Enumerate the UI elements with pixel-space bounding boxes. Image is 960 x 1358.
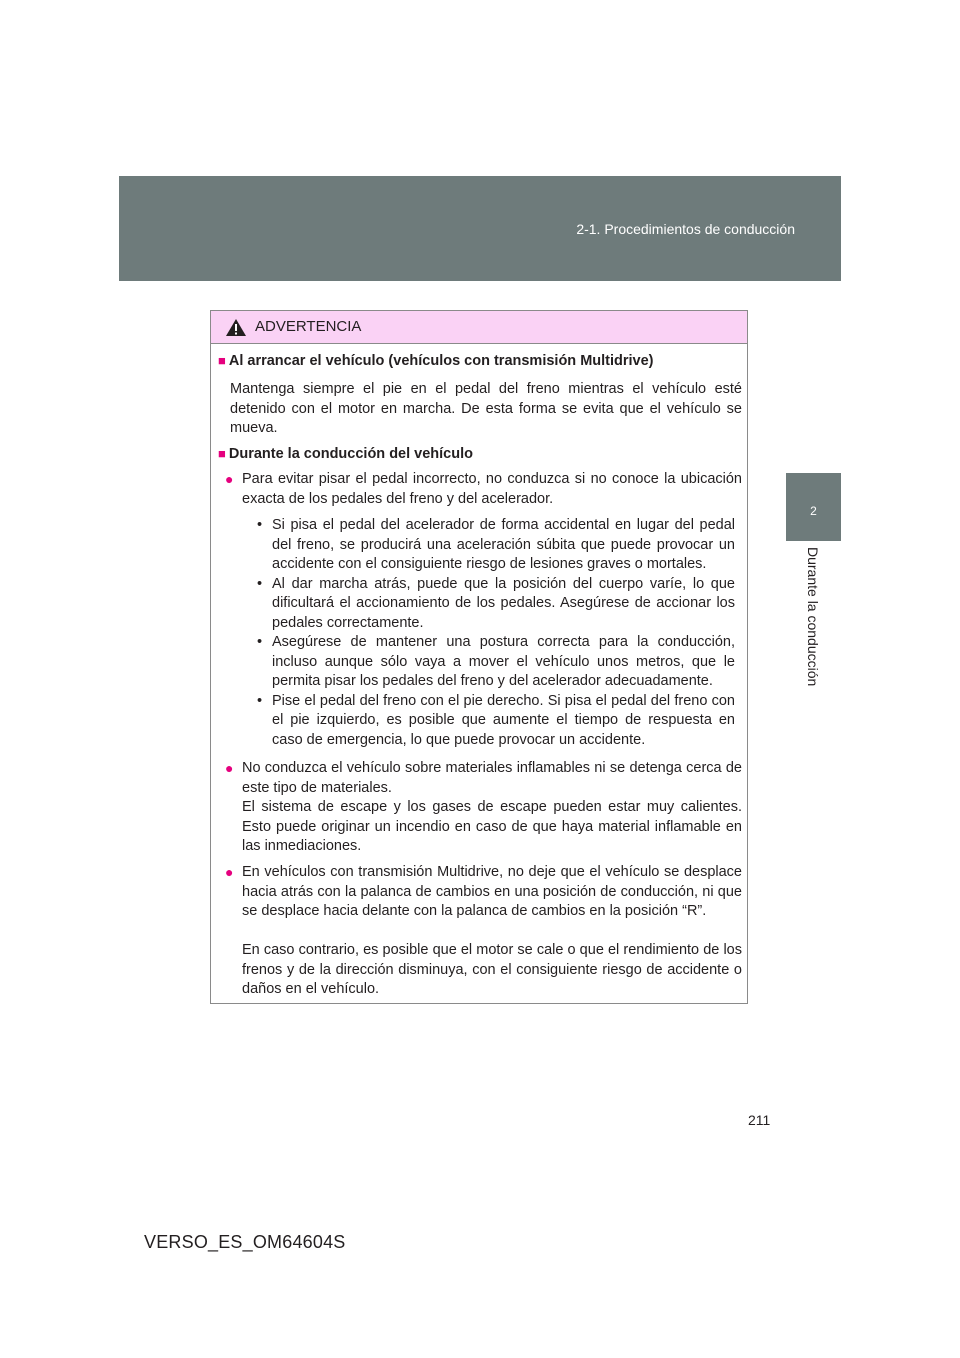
square-bullet-icon: ■ (218, 446, 226, 461)
circle-bullet-icon: ● (225, 471, 234, 487)
chapter-number: 2 (810, 504, 817, 518)
square-bullet-icon: ■ (218, 353, 226, 368)
sub-bullet (257, 516, 735, 575)
dot-bullet-icon: • (257, 634, 263, 650)
warning-header (211, 311, 747, 344)
section-heading-text: Durante la conducción del vehículo (228, 446, 473, 462)
dot-bullet-icon: • (257, 692, 263, 709)
warning-box (210, 310, 748, 1004)
list-item-text: Para evitar pisar el pedal incorrecto, no conduzca si no conoce la ubicación exacta de los pedales del freno y del acelerador. (242, 471, 742, 507)
warning-triangle-icon (225, 318, 247, 337)
sub-bullet-text: Si pisa el pedal del acelerador de forma accidental en lugar del pedal del freno, se producirá una aceleración súbita que puede provocar un accidente con el consiguiente riesgo de lesiones graves o mortales. (272, 517, 735, 572)
chapter-label: Durante la conducción (805, 547, 821, 687)
section-heading-text: Al arrancar el vehículo (vehículos con transmisión Multidrive) (228, 353, 654, 369)
list-item-text: En vehículos con transmisión Multidrive, no deje que el vehículo se desplace hacia atrás con la palanca de cambios en una posición de conducción, ni que se desplace hacia delante con la palanca de cambios en la posición “R”. (242, 864, 742, 919)
chapter-tab (786, 473, 841, 541)
sub-bullet-text: Al dar marcha atrás, puede que la posición del cuerpo varíe, lo que dificultará el accionamiento de los pedales. Asegúrese de accionar los pedales correctamente. (272, 575, 735, 631)
sub-bullet (257, 575, 735, 634)
section-title: 2-1. Procedimientos de conducción (576, 221, 795, 237)
sub-bullet (257, 692, 735, 751)
list-item-text-2: En caso contrario, es posible que el motor se cale o que el rendimiento de los frenos y de la dirección disminuya, con el consiguiente riesgo de accidente o daños en el vehículo. (242, 942, 742, 997)
list-item-text: No conduzca el vehículo sobre materiales inflamables ni se detenga cerca de este tipo de materiales. (242, 760, 742, 796)
section-heading (218, 446, 473, 462)
dot-bullet-icon: • (257, 575, 263, 592)
list-item-text-2: El sistema de escape y los gases de escape pueden estar muy calientes. Esto puede originar un incendio en caso de que haya material inflamable en las inmediaciones. (242, 799, 742, 854)
header-band (119, 176, 841, 281)
page-number: 211 (748, 1112, 771, 1128)
circle-bullet-icon: ● (225, 864, 234, 880)
section-heading (218, 353, 654, 369)
sub-bullet-text: Asegúrese de mantener una postura correcta para la conducción, incluso aunque sólo vaya a mover el vehículo unos metros, que le permita pisar los pedales del freno y del acelerador adecuadamente. (272, 634, 735, 689)
sub-bullet-list (257, 516, 735, 750)
circle-bullet-icon: ● (225, 760, 234, 776)
dot-bullet-icon: • (257, 517, 263, 533)
section-paragraph: Mantenga siempre el pie en el pedal del freno mientras el vehículo esté detenido con el motor en marcha. De esta forma se evita que el vehículo se mueva. (230, 381, 742, 436)
sub-bullet (257, 633, 735, 692)
sub-bullet-text: Pise el pedal del freno con el pie derecho. Si pisa el pedal del freno con el pie izquierdo, es posible que aumente el tiempo de respuesta en caso de emergencia, lo que puede provocar un accidente. (272, 692, 735, 748)
document-code: VERSO_ES_OM64604S (144, 1232, 346, 1252)
warning-title: ADVERTENCIA (255, 318, 362, 335)
